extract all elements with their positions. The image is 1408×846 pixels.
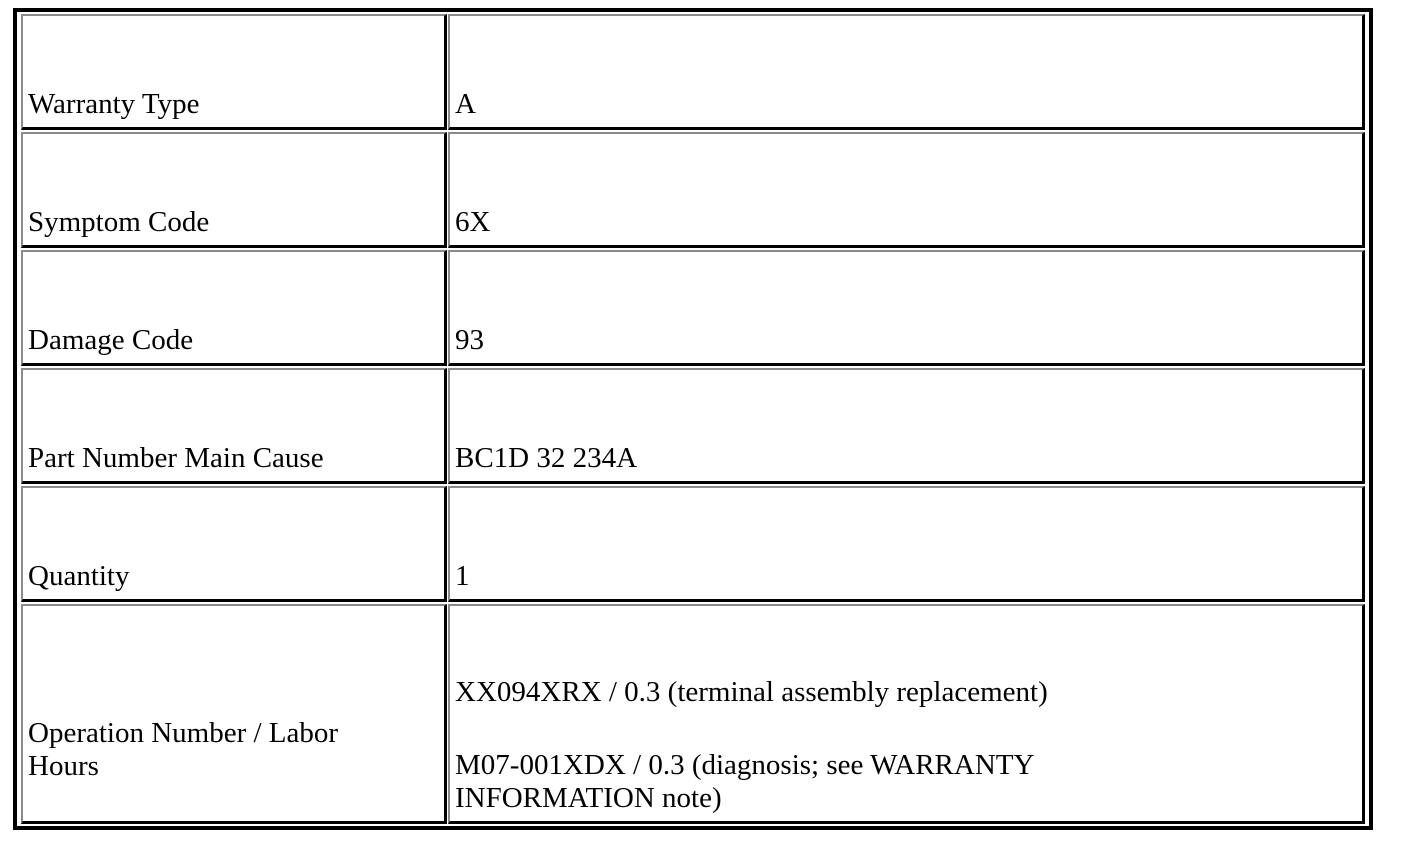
operation-line-1: XX094XRX / 0.3 (terminal assembly replacement) [455, 676, 1048, 708]
warranty-table [13, 8, 1373, 830]
value-cell-symptom-code [448, 132, 1365, 248]
value-cell-warranty-type [448, 14, 1365, 130]
value-cell-quantity [448, 486, 1365, 602]
label-cell-operation [21, 604, 447, 824]
symptom-code-label: Symptom Code [28, 206, 210, 238]
part-number-label: Part Number Main Cause [28, 442, 324, 474]
label-cell-warranty-type [21, 14, 447, 130]
part-number-value: BC1D 32 234A [455, 442, 638, 474]
operation-values [455, 676, 1356, 815]
operation-label: Operation Number / Labor Hours [28, 717, 339, 782]
label-cell-quantity [21, 486, 447, 602]
damage-code-value: 93 [455, 324, 484, 356]
quantity-label: Quantity [28, 560, 130, 592]
warranty-type-label: Warranty Type [28, 88, 200, 120]
damage-code-label: Damage Code [28, 324, 194, 356]
value-cell-operation [448, 604, 1365, 824]
label-cell-symptom-code [21, 132, 447, 248]
warranty-type-value: A [455, 88, 476, 120]
operation-line-2: M07-001XDX / 0.3 (diagnosis; see WARRANTY INFORMATION note) [455, 749, 1035, 814]
quantity-value: 1 [455, 560, 470, 592]
label-cell-part-number [21, 368, 447, 484]
value-cell-part-number [448, 368, 1365, 484]
operation-spacer [455, 709, 1356, 749]
label-cell-damage-code [21, 250, 447, 366]
symptom-code-value: 6X [455, 206, 491, 238]
value-cell-damage-code [448, 250, 1365, 366]
